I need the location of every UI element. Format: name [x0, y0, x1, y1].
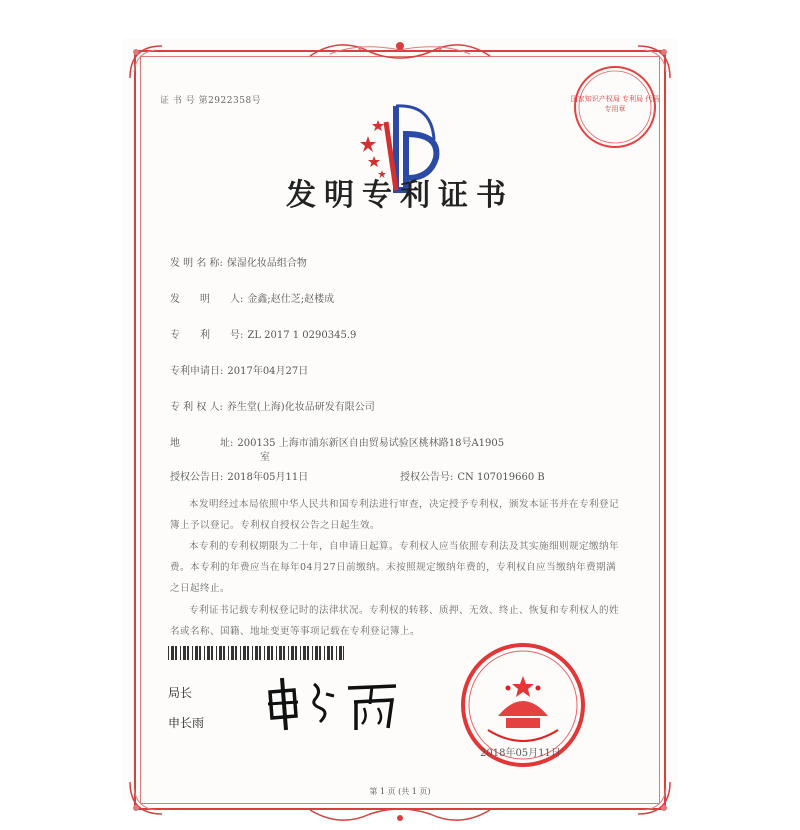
grant-date-value: 2018年05月11日 [227, 472, 309, 483]
patentee-label: 专 利 权 人: [170, 402, 223, 413]
signer-name: 申长雨 [168, 716, 205, 730]
grant-date-label: 授权公告日: [170, 472, 224, 483]
grant-number-label: 授权公告号: [400, 472, 454, 483]
address-field [170, 434, 504, 449]
certificate-paragraph: 专利证书记载专利权登记时的法律状况。专利权的转移、质押、无效、终止、恢复和专利权人的姓名或名称、国籍、地址变更等事项记载在专利登记簿上。 [170, 605, 620, 637]
patent-number-label: 专 利 号: [170, 330, 244, 341]
grant-date-field [170, 468, 308, 483]
handwritten-signature-icon [264, 674, 404, 734]
certificate-paragraph: 本专利的专利权期限为二十年，自申请日起算。专利权人应当依照专利法及其实施细则规定缴纳年费。本专利的年费应当在每年04月27日前缴纳。未按照规定缴纳年费的，专利权自应当缴纳年费期满之日起终止。 [170, 541, 620, 594]
filing-date-label: 专利申请日: [170, 366, 224, 377]
inventor-field [170, 290, 334, 305]
grant-number-value: CN 107019660 B [457, 472, 545, 483]
signer-title: 局长 [168, 686, 193, 700]
invention-name-value: 保湿化妆品组合物 [226, 258, 307, 269]
grant-number-field [400, 468, 545, 483]
invention-name-label: 发 明 名 称: [170, 258, 223, 269]
certificate-paragraph: 本发明经过本局依照中华人民共和国专利法进行审查，决定授予专利权，颁发本证书并在专利登记簿上予以登记。专利权自授权公告之日起生效。 [170, 499, 620, 531]
corner-ornament-icon [634, 778, 674, 818]
corner-ornament-icon [126, 778, 166, 818]
certificate-page [124, 40, 676, 800]
address-label: 地 址: [170, 438, 234, 449]
inventor-value: 金鑫;赵仕芝;赵楼成 [247, 294, 335, 305]
patentee-value: 养生堂(上海)化妆品研发有限公司 [226, 402, 375, 413]
top-ornament-icon [300, 34, 500, 64]
certificate-title: 发明专利证书 [286, 178, 514, 213]
filing-date-value: 2017年04月27日 [227, 366, 309, 377]
corner-ornament-icon [126, 42, 166, 82]
seal-date: 2018年05月11日 [480, 748, 561, 759]
filing-date-field [170, 362, 308, 377]
invention-name-field [170, 254, 307, 269]
address-value: 200135 上海市浦东新区自由贸易试验区桃林路18号A1905 [237, 438, 505, 449]
page-number: 第 1 页 (共 1 页) [369, 787, 431, 796]
patent-office-seal-text: 国家知识产权局 专利局 代码专用章 [570, 95, 660, 113]
barcode-icon [168, 646, 344, 660]
bottom-ornament-icon [300, 804, 500, 830]
patent-number-value: ZL 2017 1 0290345.9 [247, 330, 357, 341]
address-continuation: 室 [260, 452, 270, 463]
patentee-field [170, 398, 375, 413]
certificate-number: 证 书 号 第2922358号 [160, 96, 262, 106]
patent-number-field [170, 326, 356, 341]
inventor-label: 发 明 人: [170, 294, 244, 305]
